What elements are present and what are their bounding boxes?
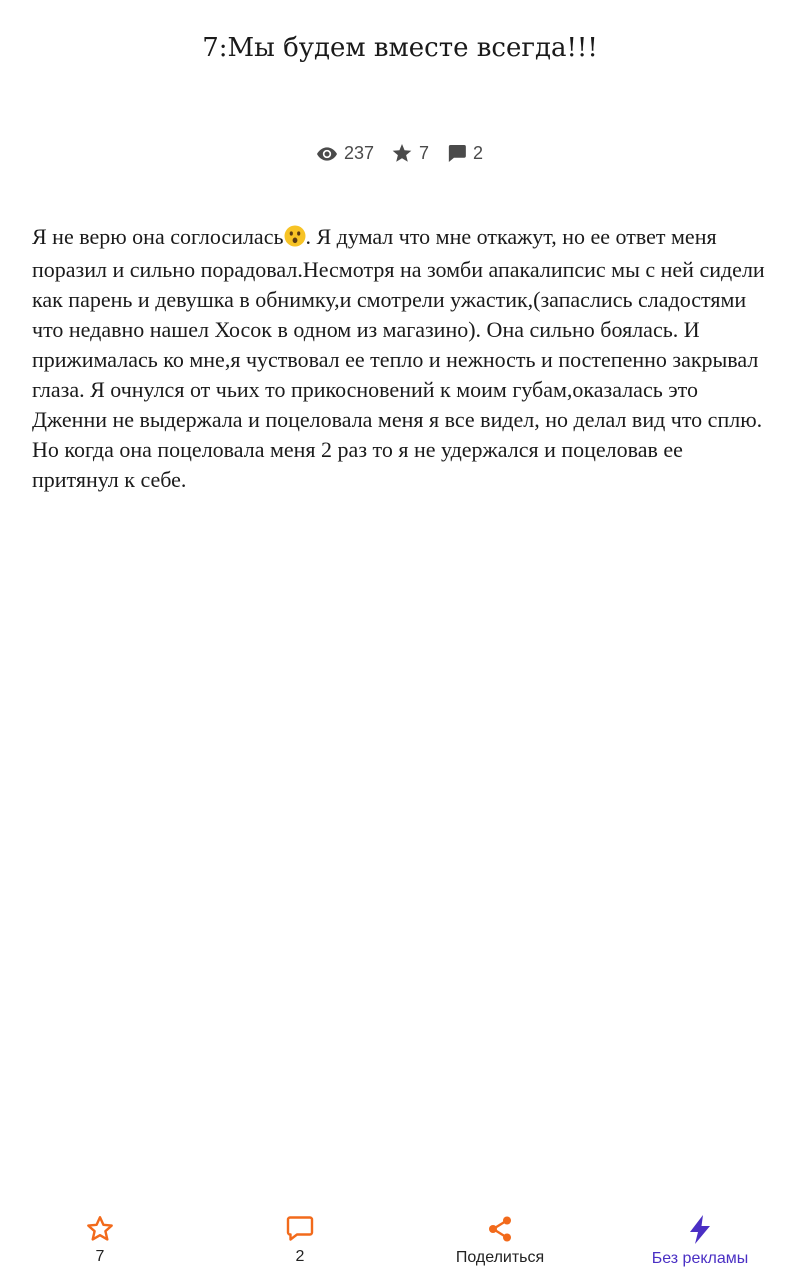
chapter-title: 7:Мы будем вместе всегда!!! bbox=[202, 33, 598, 63]
comment-outline-icon bbox=[286, 1215, 314, 1242]
share-button[interactable] bbox=[400, 1200, 600, 1280]
vote-button[interactable] bbox=[0, 1200, 200, 1280]
chapter-text bbox=[32, 222, 772, 495]
comments-count-label: 2 bbox=[295, 1248, 305, 1265]
chapter-text-part-1: Я не верю она соглосилась bbox=[32, 224, 284, 249]
vote-count-label: 7 bbox=[95, 1248, 105, 1265]
no-ads-button[interactable] bbox=[600, 1200, 800, 1280]
bottom-action-bar bbox=[0, 1200, 800, 1280]
comments-count: 2 bbox=[473, 143, 484, 163]
hushed-face-emoji bbox=[284, 225, 306, 255]
chapter-text-part-2: . Я думал что мне откажут, но ее ответ меня поразил и сильно порадовал.Несмотря на зомби апакалипсис мы с ней сидели как парень и девушка в обнимку,и смотрели ужастик,(запаслись сладостями что недавно нашел Хосок в одном из магазино). Она сильно боялась. И прижималась ко мне,я чуствовал ее тепло и нежность и постепенно закрывал глаза. Я очнулся от чьих то прикосновений к моим губам,оказалась это Дженни не выдержала и поцеловала меня я все видел, но делал вид что сплю. Но когда она поцеловала меня 2 раз то я не удержался и поцеловав ее притянул к себе. bbox=[32, 224, 765, 492]
share-label: Поделиться bbox=[455, 1249, 545, 1266]
stars-stat bbox=[392, 143, 429, 164]
lightning-bolt-icon bbox=[688, 1215, 712, 1244]
share-icon bbox=[486, 1215, 514, 1243]
comments-stat bbox=[447, 143, 483, 164]
comment-icon bbox=[447, 145, 466, 162]
comments-button[interactable] bbox=[200, 1200, 400, 1280]
views-stat bbox=[317, 143, 374, 164]
eye-icon bbox=[317, 147, 337, 161]
star-outline-icon bbox=[86, 1215, 114, 1242]
star-icon bbox=[392, 144, 412, 163]
no-ads-label: Без рекламы bbox=[651, 1250, 749, 1267]
stars-count: 7 bbox=[419, 143, 430, 163]
chapter-stats bbox=[0, 143, 800, 164]
views-count: 237 bbox=[343, 143, 374, 163]
